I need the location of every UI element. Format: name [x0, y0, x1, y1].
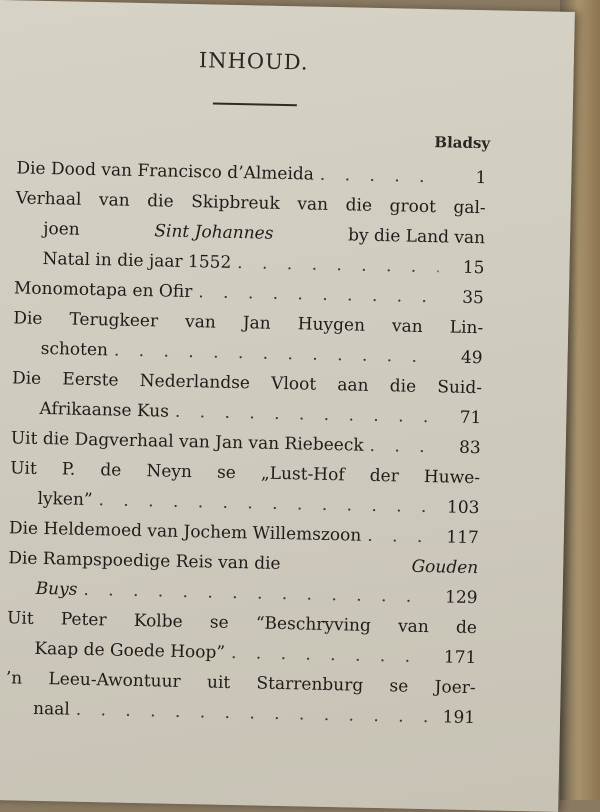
page-number: 191	[442, 707, 476, 729]
title-rule	[213, 102, 297, 106]
dot-leader	[175, 402, 436, 427]
toc-entry-title: Die Dood van Francisco d’Almeida	[16, 158, 315, 185]
toc-entry	[11, 368, 482, 438]
toc-entry-title: Monomotapa en Ofir	[13, 278, 193, 303]
italic-title: Sint Johannes	[154, 221, 274, 244]
page-number: 83	[458, 437, 481, 459]
toc-entry-title	[35, 579, 77, 600]
page-title: INHOUD.	[198, 48, 309, 75]
italic-title: Buys	[35, 578, 78, 600]
dot-leader	[320, 165, 441, 188]
table-of-contents	[5, 158, 487, 738]
toc-entry-title: schoten	[40, 338, 109, 361]
toc-entry-title: Afrikaanse Kus	[39, 398, 170, 422]
toc-entry-title: Die Terugkeer van Jan Huygen van Lin-	[13, 308, 484, 339]
toc-entry-title: Uit Peter Kolbe se “Beschryving van de	[6, 608, 478, 639]
toc-entry	[5, 668, 476, 738]
toc-entry	[14, 188, 486, 288]
title-text: Die Rampspoedige Reis van die	[8, 548, 281, 574]
page-number: 35	[462, 287, 485, 309]
toc-entry	[12, 308, 483, 378]
dot-leader	[198, 282, 438, 307]
page-number: 129	[444, 587, 478, 609]
toc-entry-title: Kaap de Goede Hoop”	[34, 638, 226, 663]
toc-entry-title: Die Heldemoed van Jochem Willemszoon	[8, 518, 362, 546]
page-number: 117	[446, 527, 480, 549]
dot-leader	[237, 253, 439, 277]
toc-entry-title: ’n Leeu-Awontuur uit Starrenburg se Joer-	[5, 668, 476, 699]
toc-entry	[7, 548, 478, 618]
page-number: 15	[462, 257, 485, 279]
toc-entry-title: lyken”	[37, 488, 93, 511]
title-text: by die Land van	[347, 225, 486, 249]
italic-title: Gouden	[411, 556, 479, 579]
page-number: 171	[443, 647, 477, 669]
dot-leader	[369, 436, 434, 457]
page-number: 1	[475, 168, 487, 189]
toc-entry-title: Verhaal van die Skipbreuk van die groot gal-	[15, 188, 486, 219]
toc-entry-title: Die Eerste Nederlandse Vloot aan die Suid-	[11, 368, 483, 399]
toc-entry-title: Uit P. de Neyn se „Lust-Hof der Huwe-	[9, 458, 481, 489]
toc-entry-title: naal	[32, 698, 71, 720]
dot-leader	[367, 526, 433, 547]
toc-entry-title: Uit die Dagverhaal van Jan van Riebeeck	[10, 428, 364, 456]
title-text: joen	[43, 218, 80, 240]
toc-entry	[9, 458, 480, 528]
toc-entry	[6, 608, 477, 678]
page-number: 71	[459, 407, 482, 429]
page-number: 49	[460, 347, 483, 369]
page-column-heading: Bladsy	[434, 133, 491, 153]
page-number: 103	[446, 497, 480, 519]
dot-leader	[231, 643, 431, 667]
toc-entry-title: Natal in die jaar 1552	[42, 248, 232, 273]
